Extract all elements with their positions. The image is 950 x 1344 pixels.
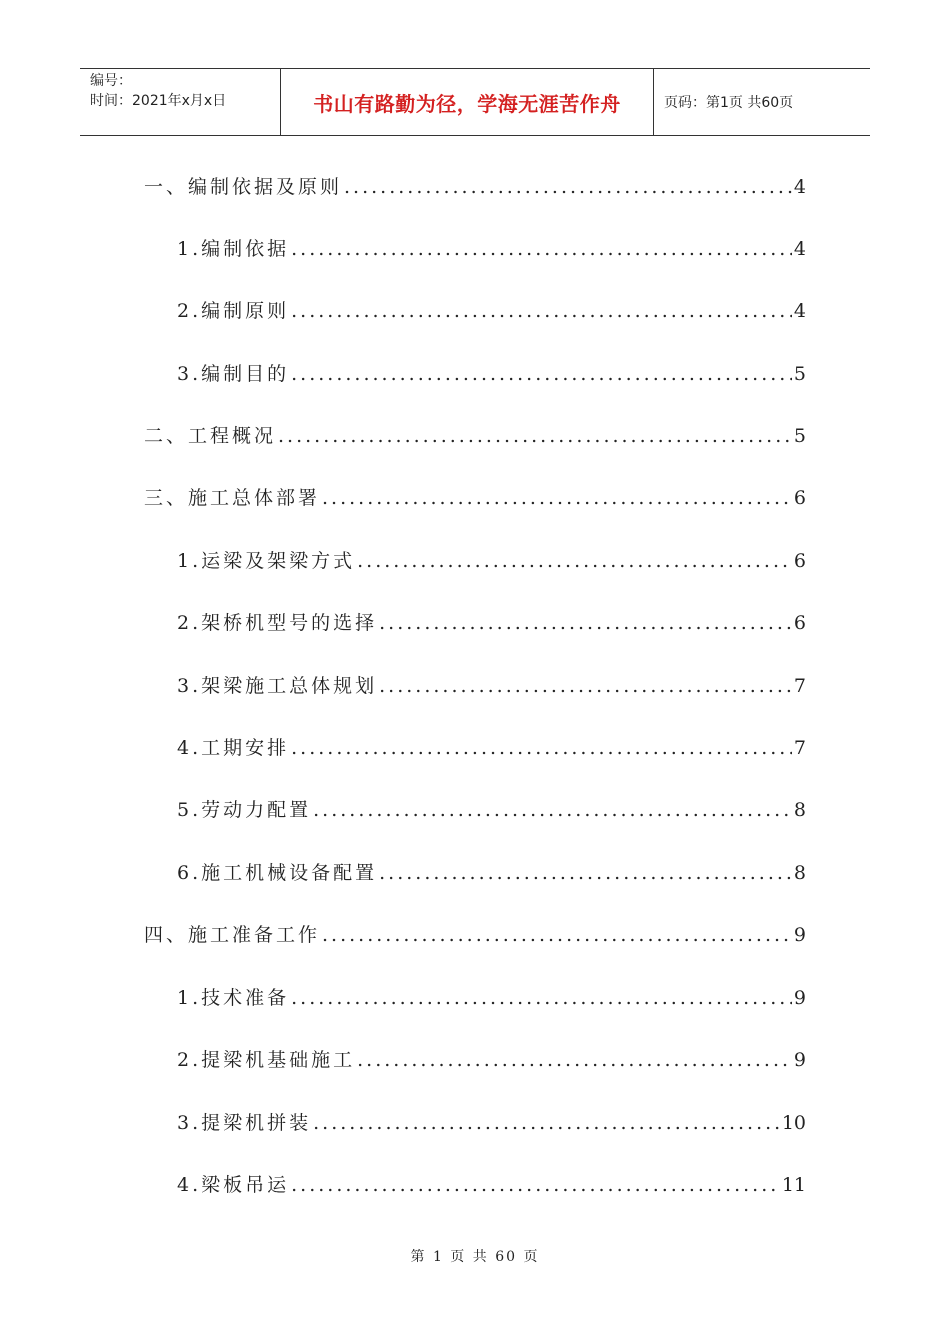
toc-entry-label: 5.劳动力配置 [177, 799, 312, 821]
toc-leader-dots [291, 987, 792, 1009]
toc-leader-dots [291, 238, 792, 260]
toc-entry[interactable] [144, 421, 806, 449]
toc-entry-label: 三、施工总体部署 [144, 487, 321, 509]
toc-leader-dots [278, 425, 792, 447]
toc-entry-label: 二、工程概况 [144, 425, 277, 447]
toc-entry[interactable] [177, 296, 806, 324]
toc-entry-label: 1.技术准备 [177, 987, 290, 1009]
toc-leader-dots [291, 1174, 780, 1196]
toc-entry[interactable] [177, 795, 806, 823]
toc-entry-page: 6 [793, 550, 806, 572]
toc-leader-dots [379, 675, 792, 697]
toc-entry-page: 6 [793, 612, 806, 634]
toc-entry-label: 2.架桥机型号的选择 [177, 612, 378, 634]
toc-leader-dots [313, 799, 792, 821]
toc-leader-dots [379, 612, 792, 634]
toc-leader-dots [291, 300, 792, 322]
toc-entry[interactable] [177, 671, 806, 699]
toc-entry-label: 2.提梁机基础施工 [177, 1049, 356, 1071]
toc-entry[interactable] [144, 483, 806, 511]
toc-entry[interactable] [177, 234, 806, 262]
toc-entry[interactable] [144, 172, 806, 200]
toc-entry-page: 9 [793, 924, 806, 946]
toc-entry[interactable] [177, 608, 806, 636]
toc-entry[interactable] [177, 1170, 806, 1198]
toc-entry-page: 8 [793, 862, 806, 884]
header-motto: 书山有路勤为径，学海无涯苦作舟 [281, 69, 654, 135]
header-date: 时间：2021年x月x日 [90, 93, 227, 109]
toc-entry-page: 6 [793, 487, 806, 509]
toc-entry-page: 5 [793, 363, 806, 385]
toc-entry-label: 2.编制原则 [177, 300, 290, 322]
toc-entry-page: 4 [793, 176, 806, 198]
toc-entry-page: 8 [793, 799, 806, 821]
toc-entry-page: 5 [793, 425, 806, 447]
toc-entry-page: 9 [793, 1049, 806, 1071]
toc-entry-label: 3.架梁施工总体规划 [177, 675, 378, 697]
toc-entry[interactable] [177, 1108, 806, 1136]
toc-entry-label: 1.编制依据 [177, 238, 290, 260]
toc-leader-dots [357, 550, 792, 572]
toc-entry-page: 10 [781, 1112, 806, 1134]
toc-entry-label: 1.运梁及架梁方式 [177, 550, 356, 572]
toc-entry-label: 四、施工准备工作 [144, 924, 321, 946]
header-number-label: 编号： [90, 73, 132, 89]
toc-leader-dots [291, 737, 792, 759]
toc-leader-dots [357, 1049, 792, 1071]
toc-entry[interactable] [177, 858, 806, 886]
toc-entry-label: 3.提梁机拼装 [177, 1112, 312, 1134]
toc-entry-label: 4.梁板吊运 [177, 1174, 290, 1196]
toc-leader-dots [344, 176, 792, 198]
toc-entry[interactable] [177, 1045, 806, 1073]
toc-entry-page: 4 [793, 300, 806, 322]
toc-entry[interactable] [144, 920, 806, 948]
toc-leader-dots [322, 924, 792, 946]
toc-entry[interactable] [177, 983, 806, 1011]
page-footer: 第 1 页 共 60 页 [410, 1249, 540, 1265]
toc-entry-label: 4.工期安排 [177, 737, 290, 759]
toc-entry[interactable] [177, 733, 806, 761]
toc-leader-dots [322, 487, 792, 509]
toc-entry-page: 11 [781, 1174, 806, 1196]
toc-entry-page: 9 [793, 987, 806, 1009]
toc-entry[interactable] [177, 359, 806, 387]
toc-leader-dots [291, 363, 792, 385]
header-page-info: 页码：第1页 共60页 [664, 95, 794, 111]
toc-entry-label: 6.施工机械设备配置 [177, 862, 378, 884]
toc-entry-page: 7 [793, 675, 806, 697]
toc-entry-label: 一、编制依据及原则 [144, 176, 343, 198]
toc-leader-dots [313, 1112, 780, 1134]
toc-leader-dots [379, 862, 792, 884]
toc-entry[interactable] [177, 546, 806, 574]
toc-entry-label: 3.编制目的 [177, 363, 290, 385]
toc-entry-page: 4 [793, 238, 806, 260]
toc-entry-page: 7 [793, 737, 806, 759]
